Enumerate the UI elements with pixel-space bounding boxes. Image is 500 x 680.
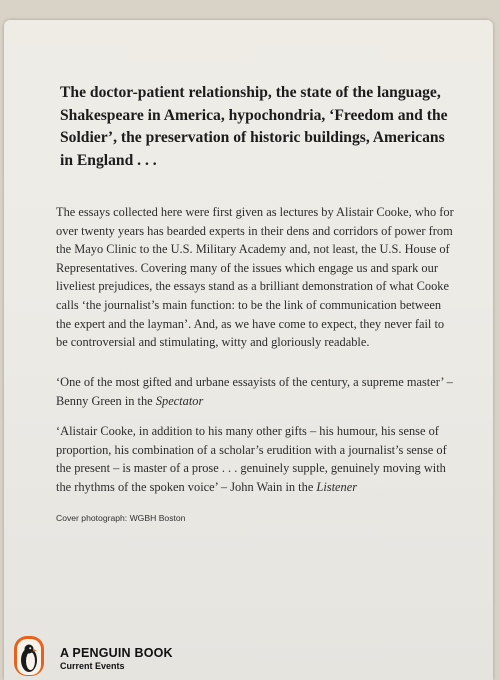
lead-blurb: The doctor-patient relationship, the state of the language, Shakespeare in America, hypochondria, ‘Freedom and the Soldier’, the preservation of historic buildings, Americans in England . . . [60,84,448,169]
quote-text: ‘One of the most gifted and urbane essayists of the century, a supreme master’ – Benny Green in the [56,375,453,408]
quote-source: Spectator [155,393,204,408]
publisher-name: A PENGUIN BOOK [60,646,173,660]
review-quote-listener [56,422,461,496]
quote-source: Listener [316,479,358,494]
review-quote-spectator [56,373,456,410]
photo-credit: Cover photograph: WGBH Boston [56,513,186,523]
penguin-logo-icon [14,636,44,676]
quote-text: ‘Alistair Cooke, in addition to his many other gifts – his humour, his sense of proportion, his combination of a scholar’s erudition with a journalist’s sense of the present – is master of a prose . . . genuinely supple, genuinely moving with the rhythms of the spoken voice’ – John Wain in the [56,424,447,494]
book-back-cover [4,20,493,680]
description-paragraph: The essays collected here were first given as lectures by Alistair Cooke, who for over twenty years has bearded experts in their dens and corridors of power from the Mayo Clinic to the U.S. Military Academy and, not least, the U.S. House of Representatives. Covering many of the issues which engage us and spark our liveliest prejudices, the essays stand as a brilliant demonstration of what Cooke calls ‘the journalist’s main function: to be the link of communication between the expert and the layman’. And, as we have come to expect, they never fail to be controversial and stimulating, witty and gloriously readable. [56,205,454,350]
book-category: Current Events [60,661,125,671]
